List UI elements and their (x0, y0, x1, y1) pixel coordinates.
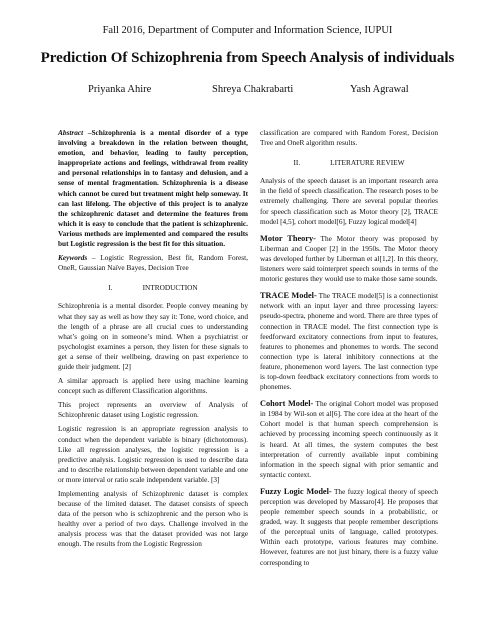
model-heading: Motor Theory- (260, 233, 316, 243)
author-3: Yash Agrawal (350, 84, 409, 95)
model-paragraph-cohort: Cohort Model- The original Cohort model was proposed in 1984 by Wil-son et al[6]. The core idea at the heart of the Cohort model is that human speech comprehension is achieved by processing incoming speech continuously as it is heard. At all times, the system computes the best interpretation of currently available input combining information in the speech signal with prior semantic and syntactic context. (260, 399, 438, 479)
author-1: Priyanka Ahire (88, 84, 152, 95)
abstract (58, 128, 248, 249)
author-2: Shreya Chakrabarti (212, 84, 294, 95)
literature-intro: Analysis of the speech dataset is an important research area in the field of speech classification. The research poses to be extremely challenging. There are several popular theories for speech classification such as Motor theory [2], TRACE model [4,5], cohort model[6], Fuzzy logical model[4] (260, 176, 438, 226)
intro-paragraph: Logistic regression is an appropriate regression analysis to conduct when the dependent variable is binary (dichotomous). Like all regression analyses, the logistic regression is a predictive analysis. Logistic regression is used to describe data and to describe relationship between dependent variable and one or more interval or ratio scale independent variable. [3] (58, 424, 248, 484)
model-paragraph-motor: Motor Theory- The Motor theory was proposed by Liberman and Cooper [2] in the 1950s. The Motor theory was developed further by Liberman et al[1,2]. In this theory, listeners were said tointerpret speech sounds in terms of the motoric gestures they would use to make those same sounds. (260, 233, 439, 284)
section-heading-introduction: I. INTRODUCTION (108, 283, 198, 293)
right-column (260, 128, 438, 575)
intro-paragraph: Schizophrenia is a mental disorder. People convey meaning by what they say as well as how they say it: Tone, word choice, and the length of a phrase are all crucial cues to understanding what’s going on in someone’s mind. When a psychiatrist or psychologist examines a person, they listen for these signals to get a sense of their wellbeing, drawing on past experience to guide their judgment. [2] (58, 301, 248, 371)
intro-paragraph: A similar approach is applied here using machine learning concept such as different Classification algorithms. (58, 376, 248, 396)
model-paragraph-trace: TRACE Model- The TRACE model[5] is a connectionist network with an input layer and three processing layers: pseudo-spectra, phoneme and word. There are three types of connection in TRACE model. The first connection type is feedforward excitatory connections from input to features, features to phonemes and phonemes to words. The second connection type is lateral inhibitory connections at the feature, phonemenon word layers. The last connection type is top-down feedback excitatory connections from words to phonemes. (260, 291, 438, 392)
intro-paragraph: This project represents an overview of Analysis of Schizophrenic dataset using Logistic regression. (58, 400, 248, 420)
abstract-label: Abstract (58, 128, 84, 137)
keywords-text: – Logistic Regression, Best fit, Random Forest, OneR, Gaussian Naïve Bayes, Decision Tree (58, 253, 248, 273)
paper-title: Prediction Of Schizophrenia from Speech Analysis of individuals (40, 50, 455, 66)
running-header: Fall 2016, Department of Computer and Information Science, IUPUI (102, 25, 393, 36)
section-heading-literature-review: II. LITERATURE REVIEW (293, 158, 405, 168)
keywords-label: Keywords (58, 253, 88, 263)
model-heading: Fuzzy Logic Model- (260, 486, 332, 496)
intro-continuation: classification are compared with Random Forest, Decision Tree and OneR algorithm results. (260, 128, 438, 148)
model-heading: Cohort Model- (260, 399, 314, 409)
model-paragraph-fuzzy: Fuzzy Logic Model- The fuzzy logical theory of speech perception was developed by Massaro[4]. He proposes that people remember speech sounds in a probabilistic, or graded, way. It suggests that people remember descriptions of the perceptual units of language, called prototypes. Within each prototype, various features may combine. However, features are not just binary, there is a fuzzy value corresponding to (260, 486, 438, 567)
keywords (58, 253, 248, 273)
left-column (58, 128, 248, 554)
intro-paragraph: Implementing analysis of Schizophrenic dataset is complex because of the limited dataset. The dataset consists of speech data of the person who is schizophrenic and the person who is healthy over a period of two days. Challenge involved in the analysis process was that the dataset provided was not large enough. The results from the Logistic Regression (58, 489, 248, 549)
model-heading: TRACE Model- (260, 291, 317, 301)
abstract-text: –Schizophrenia is a mental disorder of a type involving a breakdown in the relation between thought, emotion, and behavior, leading to faulty perception, inappropriate actions and feelings, withdrawal from reality and personal relationships in to fantasy and delusion, and a sense of mental fragmentation. Schizophrenia is a disease which cannot be cured but treatment might help someway. It can last lifelong. The objective of this project is to analyze the schizophrenic dataset and determine the features from which it is easy to conclude that the patient is schizophrenic. Various methods are implemented and compared the results but Logistic regression is the best fit for this situation. (58, 128, 248, 249)
